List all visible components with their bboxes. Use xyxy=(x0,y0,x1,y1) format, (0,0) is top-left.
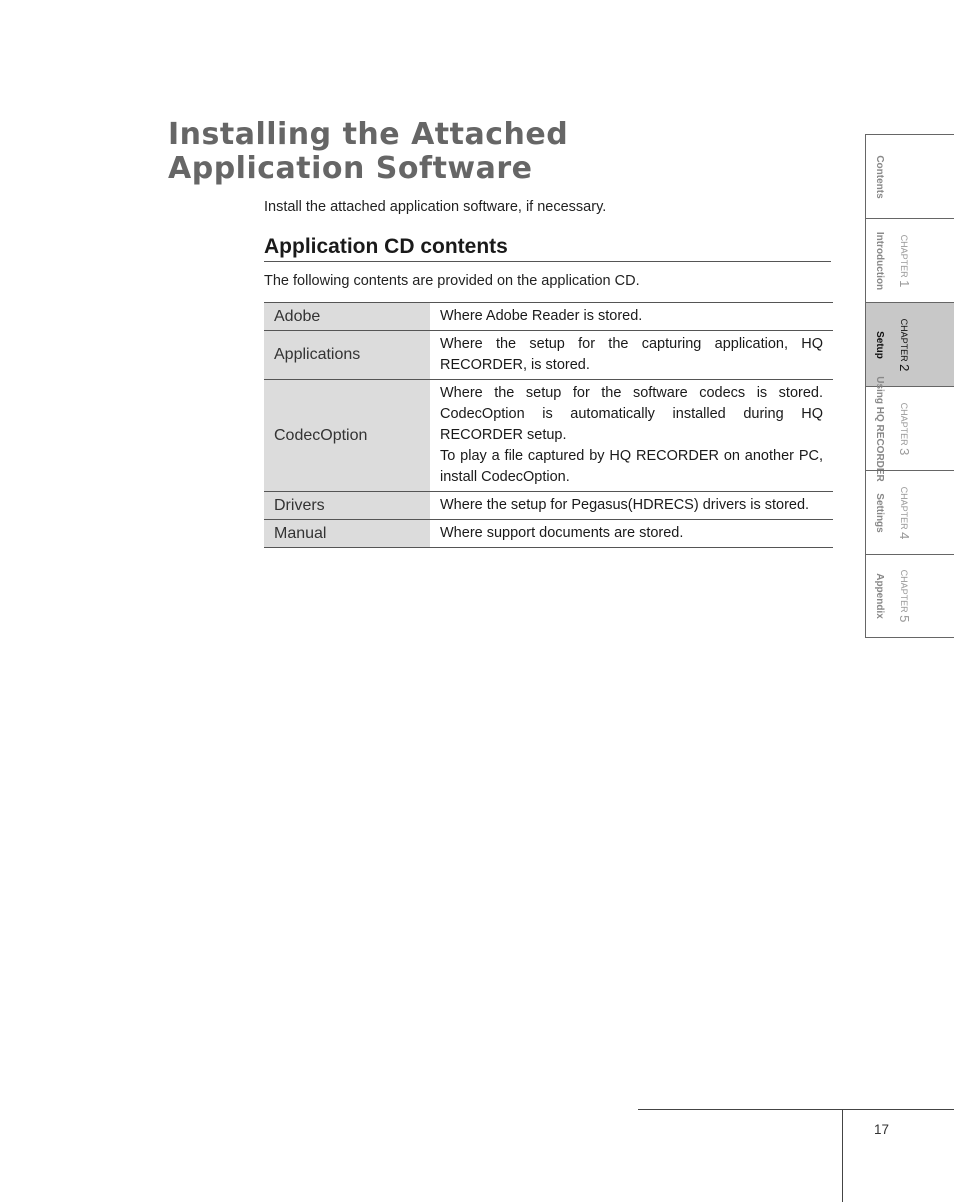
side-tab-chapter xyxy=(897,234,912,287)
side-tab-label: Settings xyxy=(874,492,885,533)
page-number: 17 xyxy=(874,1122,890,1137)
cd-contents-table xyxy=(264,302,833,548)
side-tab-chapter xyxy=(897,570,912,623)
intro-text: Install the attached application software, if necessary. xyxy=(264,199,607,215)
side-tab-chapter xyxy=(897,402,912,455)
side-tab-label: Setup xyxy=(874,330,885,359)
table-row xyxy=(264,492,833,520)
chapter-number: 2 xyxy=(897,363,912,371)
side-tab-chapter xyxy=(897,486,912,539)
description-line: Where the setup for the software codecs is stored. CodecOption is automatically installed during HQ RECORDER setup. xyxy=(440,385,823,443)
description-line: Where the setup for the capturing application, HQ RECORDER, is stored. xyxy=(440,336,823,373)
chapter-word: CHAPTER xyxy=(899,402,909,446)
side-tab-appendix[interactable] xyxy=(865,554,954,638)
description-line: To play a file captured by HQ RECORDER on another PC, install CodecOption. xyxy=(440,448,823,485)
side-tab-contents[interactable] xyxy=(865,134,954,218)
chapter-number: 5 xyxy=(897,615,912,623)
footer-rule xyxy=(638,1109,954,1110)
chapter-number: 1 xyxy=(897,279,912,287)
table-row xyxy=(264,380,833,492)
side-tab-label: Appendix xyxy=(874,573,885,619)
folder-name-cell: Manual xyxy=(264,520,430,548)
side-tab-using-hq-recorder[interactable] xyxy=(865,375,954,482)
folder-name-cell: Drivers xyxy=(264,492,430,520)
chapter-number: 4 xyxy=(897,531,912,539)
page-title-line-1: Installing the Attached xyxy=(168,117,569,152)
table-row xyxy=(264,520,833,548)
chapter-word: CHAPTER xyxy=(899,234,909,278)
footer-divider xyxy=(842,1109,843,1202)
chapter-number: 3 xyxy=(897,447,912,455)
description-line: Where Adobe Reader is stored. xyxy=(440,308,643,324)
folder-name-cell: CodecOption xyxy=(264,380,430,492)
table-row xyxy=(264,303,833,331)
description-line: Where support documents are stored. xyxy=(440,525,684,541)
page-title xyxy=(168,118,568,186)
folder-description-cell xyxy=(430,303,833,331)
side-tab-settings[interactable] xyxy=(865,470,954,554)
side-tab-introduction[interactable] xyxy=(865,218,954,302)
chapter-word: CHAPTER xyxy=(899,486,909,530)
folder-description-cell xyxy=(430,520,833,548)
chapter-side-nav xyxy=(865,134,954,638)
section-intro-text: The following contents are provided on the application CD. xyxy=(264,273,640,289)
side-tab-label: Using HQ RECORDER xyxy=(874,375,885,482)
folder-name-cell: Adobe xyxy=(264,303,430,331)
side-tab-label: Introduction xyxy=(874,231,885,290)
table-row xyxy=(264,331,833,380)
page-title-line-2: Application Software xyxy=(168,151,533,186)
folder-name-cell: Applications xyxy=(264,331,430,380)
folder-description-cell xyxy=(430,492,833,520)
folder-description-cell xyxy=(430,331,833,380)
chapter-word: CHAPTER xyxy=(899,569,909,613)
side-tab-setup[interactable] xyxy=(865,302,954,386)
description-line: Where the setup for Pegasus(HDRECS) drivers is stored. xyxy=(440,497,810,513)
side-tab-chapter xyxy=(897,318,912,371)
chapter-word: CHAPTER xyxy=(899,318,909,362)
section-heading: Application CD contents xyxy=(264,235,831,262)
folder-description-cell xyxy=(430,380,833,492)
side-tab-label: Contents xyxy=(874,154,885,199)
